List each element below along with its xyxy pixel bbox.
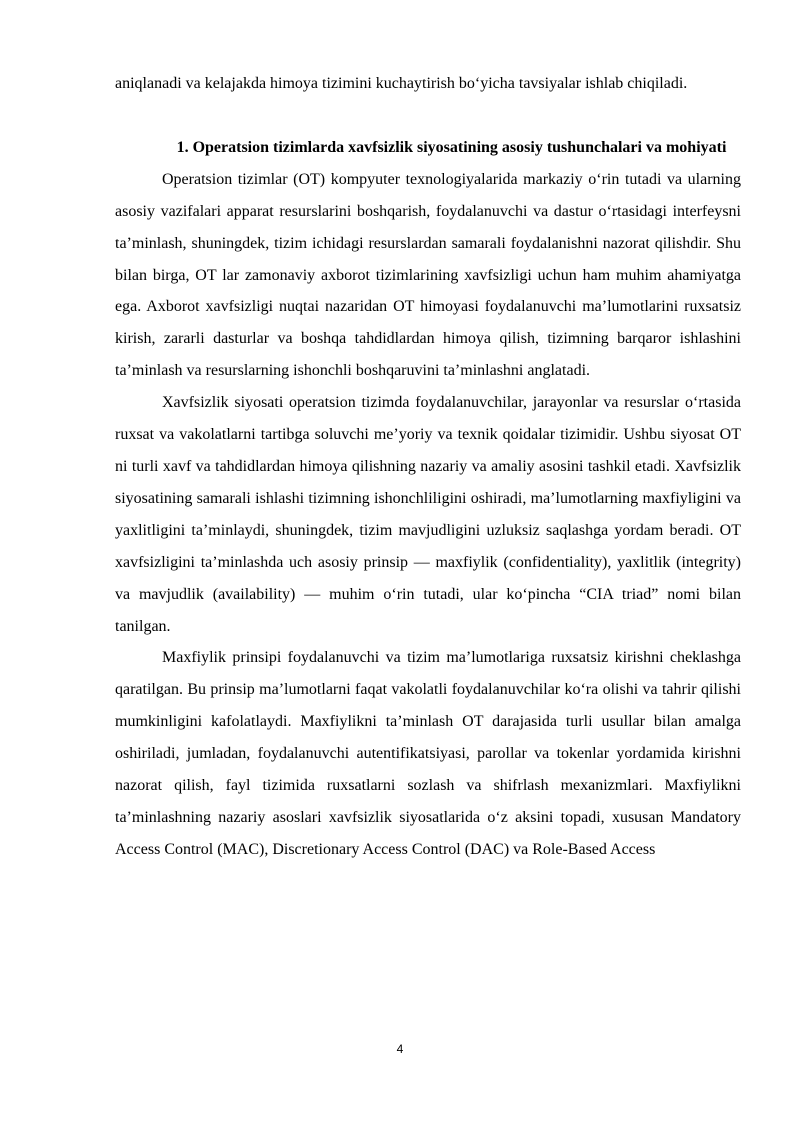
body-paragraph-3: Maxfiylik prinsipi foydalanuvchi va tizim ma’lumotlariga ruxsatsiz kirishni cheklashga qaratilgan. Bu prinsip ma’lumotlarni faqat vakolatli foydalanuvchilar ko‘ra olishi va tahrir qilishi mumkinligini kafolatlaydi. Maxfiylikni ta’minlash OT darajasida turli usullar bilan amalga oshiriladi, jumladan, foydalanuvchi autentifikatsiyasi, parollar va tokenlar yordamida kirishni nazorat qilish, fayl tizimida ruxsatlarni sozlash va shifrlash mexanizmlari. Maxfiylikni ta’minlashning nazariy asoslari xavfsizlik siyosatlarida o‘z aksini topadi, xususan Mandatory Access Control (MAC), Discretionary Access Control (DAC) va Role-Based Access <box>115 649 741 858</box>
page-number: 4 <box>396 1042 404 1056</box>
section-spacer <box>115 100 741 132</box>
body-paragraph-2: Xavfsizlik siyosati operatsion tizimda foydalanuvchilar, jarayonlar va resurslar o‘rtasida ruxsat va vakolatlarni tartibga soluvchi me’yoriy va texnik qoidalar tizimidir. Ushbu siyosat OT ni turli xavf va tahdidlardan himoya qilishning nazariy va amaliy asosini tashkil etadi. Xavfsizlik siyosatining samarali ishlashi tizimning ishonchliligini oshiradi, ma’lumotlarning maxfiyligini va yaxlitligini ta’minlaydi, shuningdek, tizim mavjudligini uzluksiz saqlashga yordam beradi. OT xavfsizligini ta’minlashda uch asosiy prinsip — maxfiylik (confidentiality), yaxlitlik (integrity) va mavjudlik (availability) — muhim o‘rin tutadi, ular ko‘pincha “CIA triad” nomi bilan tanilgan. <box>115 394 741 635</box>
intro-paragraph: aniqlanadi va kelajakda himoya tizimini kuchaytirish bo‘yicha tavsiyalar ishlab chiqiladi. <box>115 75 688 92</box>
section-heading: 1. Operatsion tizimlarda xavfsizlik siyosatining asosiy tushunchalari va mohiyati <box>176 138 727 156</box>
page-content <box>115 68 741 866</box>
body-paragraph-1: Operatsion tizimlar (OT) kompyuter texnologiyalarida markaziy o‘rin tutadi va ularning asosiy vazifalari apparat resurslarini boshqarish, foydalanuvchi va dastur o‘rtasidagi interfeysni ta’minlash, shuningdek, tizim ichidagi resurslardan samarali foydalanishni nazorat qilishdir. Shu bilan birga, OT lar zamonaviy axborot tizimlarining xavfsizligi uchun ham muhim ahamiyatga ega. Axborot xavfsizligi nuqtai nazaridan OT himoyasi foydalanuvchi ma’lumotlarini ruxsatsiz kirish, zararli dasturlar va boshqa tahdidlardan himoya qilish, tizimning barqaror ishlashini ta’minlash va resurslarning ishonchli boshqaruvini ta’minlashni anglatadi. <box>115 170 741 380</box>
